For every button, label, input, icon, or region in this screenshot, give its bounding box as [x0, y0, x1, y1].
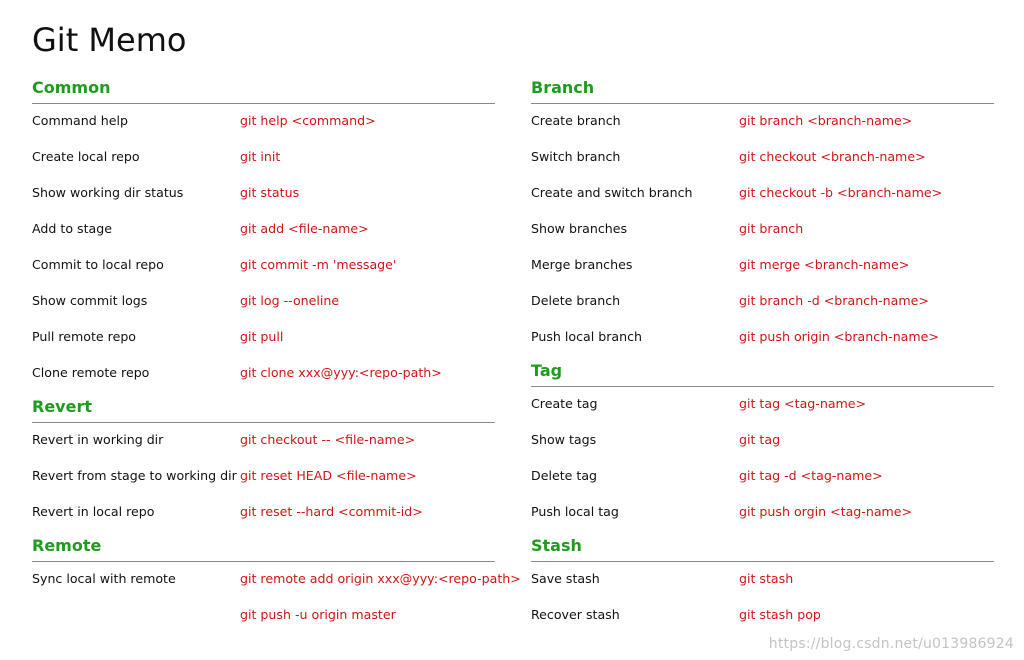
row-command: git checkout -- <file-name> [240, 432, 416, 447]
row-description: Command help [32, 113, 128, 128]
table-row [531, 211, 994, 247]
section-heading-common: Common [32, 72, 495, 104]
row-description: Add to stage [32, 221, 112, 236]
row-command: git remote add origin xxx@yyy:<repo-path> [240, 571, 521, 586]
table-row [531, 175, 994, 211]
table-row [531, 247, 994, 283]
section-heading-tag: Tag [531, 355, 994, 387]
row-command: git help <command> [240, 113, 376, 128]
row-command: git reset HEAD <file-name> [240, 468, 417, 483]
row-description: Create tag [531, 396, 598, 411]
table-row [531, 139, 994, 175]
table-row [32, 319, 495, 355]
table-row [531, 104, 994, 139]
table-row [531, 597, 994, 633]
row-command: git init [240, 149, 281, 164]
table-row [32, 247, 495, 283]
table-row [32, 597, 495, 633]
watermark-url: https://blog.csdn.net/u013986924 [768, 636, 1014, 652]
table-row [32, 104, 495, 139]
table-row [531, 283, 994, 319]
row-command: git push origin <branch-name> [739, 329, 939, 344]
row-command: git branch [739, 221, 804, 236]
row-command: git checkout <branch-name> [739, 149, 926, 164]
row-description: Show commit logs [32, 293, 148, 308]
row-command: git tag -d <tag-name> [739, 468, 883, 483]
row-description: Revert in working dir [32, 432, 164, 447]
row-description: Switch branch [531, 149, 621, 164]
row-description: Sync local with remote [32, 571, 176, 586]
row-description: Show working dir status [32, 185, 184, 200]
table-row [531, 422, 994, 458]
table-row [32, 139, 495, 175]
row-command: git branch <branch-name> [739, 113, 913, 128]
row-description: Commit to local repo [32, 257, 164, 272]
section-heading-branch: Branch [531, 72, 994, 104]
row-command: git clone xxx@yyy:<repo-path> [240, 365, 442, 380]
table-row [531, 562, 994, 597]
row-description: Save stash [531, 571, 600, 586]
row-command: git push -u origin master [240, 607, 396, 622]
table-row [32, 283, 495, 319]
section-heading-stash: Stash [531, 530, 994, 562]
row-command: git stash pop [739, 607, 821, 622]
table-row [32, 355, 495, 391]
table-row [32, 562, 521, 597]
left-column [32, 72, 521, 633]
row-command: git status [240, 185, 300, 200]
row-description: Revert from stage to working dir [32, 468, 237, 483]
table-row [32, 458, 495, 494]
row-description: Clone remote repo [32, 365, 150, 380]
row-command: git tag <tag-name> [739, 396, 867, 411]
table-row [531, 494, 994, 530]
row-command: git merge <branch-name> [739, 257, 910, 272]
row-description: Create local repo [32, 149, 140, 164]
row-command: git reset --hard <commit-id> [240, 504, 423, 519]
row-command: git add <file-name> [240, 221, 369, 236]
row-description: Show branches [531, 221, 628, 236]
right-column [531, 72, 994, 633]
table-row [531, 319, 994, 355]
row-command: git pull [240, 329, 284, 344]
row-description: Push local branch [531, 329, 643, 344]
row-description: Show tags [531, 432, 597, 447]
row-command: git checkout -b <branch-name> [739, 185, 943, 200]
row-description: Create branch [531, 113, 621, 128]
row-description: Revert in local repo [32, 504, 155, 519]
row-description: Delete tag [531, 468, 598, 483]
row-description: Delete branch [531, 293, 621, 308]
table-row [32, 494, 495, 530]
row-command: git push orgin <tag-name> [739, 504, 913, 519]
row-description: Merge branches [531, 257, 633, 272]
row-command: git stash [739, 571, 794, 586]
table-row [531, 387, 994, 422]
row-command: git tag [739, 432, 781, 447]
section-heading-remote: Remote [32, 530, 495, 562]
table-row [32, 423, 495, 458]
table-row [32, 175, 495, 211]
table-row [32, 211, 495, 247]
row-description: Pull remote repo [32, 329, 137, 344]
row-command: git branch -d <branch-name> [739, 293, 929, 308]
row-command: git log --oneline [240, 293, 340, 308]
section-heading-revert: Revert [32, 391, 495, 423]
row-description: Push local tag [531, 504, 619, 519]
row-description: Recover stash [531, 607, 620, 622]
page-title: Git Memo [32, 21, 187, 59]
row-command: git commit -m 'message' [240, 257, 397, 272]
row-description: Create and switch branch [531, 185, 693, 200]
table-row [531, 458, 994, 494]
